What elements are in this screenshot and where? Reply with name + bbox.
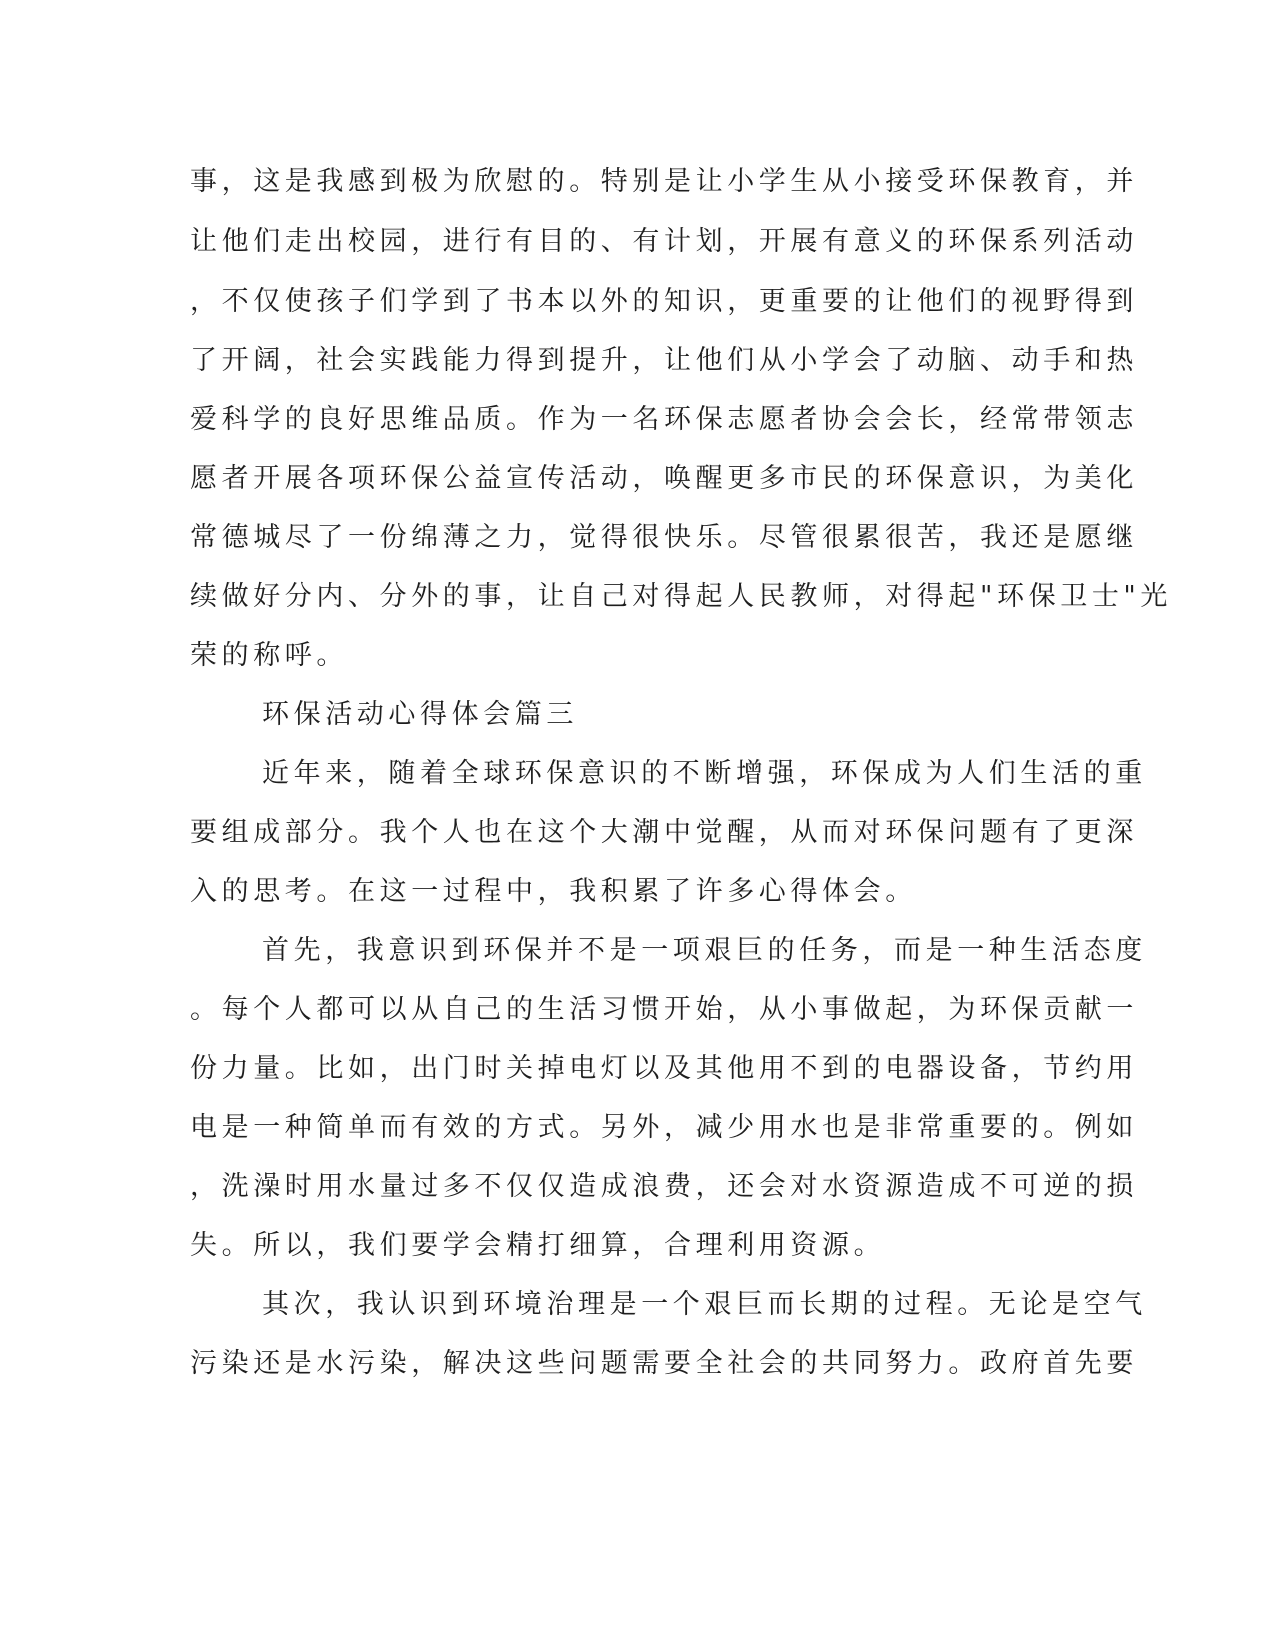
text-line: 事，这是我感到极为欣慰的。特别是让小学生从小接受环保教育，并 (190, 166, 1138, 197)
text-line: 污染还是水污染，解决这些问题需要全社会的共同努力。政府首先要 (190, 1348, 1138, 1379)
text-line: 首先，我意识到环保并不是一项艰巨的任务，而是一种生活态度 (262, 935, 1147, 966)
text-line: ，不仅使孩子们学到了书本以外的知识，更重要的让他们的视野得到 (190, 286, 1138, 317)
text-line: 了开阔，社会实践能力得到提升，让他们从小学会了动脑、动手和热 (190, 345, 1138, 376)
text-line: 要组成部分。我个人也在这个大潮中觉醒，从而对环保问题有了更深 (190, 817, 1138, 848)
section-heading: 环保活动心得体会篇三 (262, 699, 578, 730)
text-line: 电是一种简单而有效的方式。另外，减少用水也是非常重要的。例如 (190, 1112, 1138, 1143)
text-line: 。每个人都可以从自己的生活习惯开始，从小事做起，为环保贡献一 (190, 994, 1138, 1025)
text-line: 失。所以，我们要学会精打细算，合理利用资源。 (190, 1230, 886, 1261)
text-line: 近年来，随着全球环保意识的不断增强，环保成为人们生活的重 (262, 758, 1147, 789)
text-line: 爱科学的良好思维品质。作为一名环保志愿者协会会长，经常带领志 (190, 404, 1138, 435)
text-line: 续做好分内、分外的事，让自己对得起人民教师，对得起"环保卫士"光 (190, 581, 1173, 612)
text-line: 份力量。比如，出门时关掉电灯以及其他用不到的电器设备，节约用 (190, 1053, 1138, 1084)
text-line: 常德城尽了一份绵薄之力，觉得很快乐。尽管很累很苦，我还是愿继 (190, 522, 1138, 553)
text-line: 荣的称呼。 (190, 640, 348, 671)
text-line: 愿者开展各项环保公益宣传活动，唤醒更多市民的环保意识，为美化 (190, 463, 1138, 494)
text-line: 入的思考。在这一过程中，我积累了许多心得体会。 (190, 876, 917, 907)
text-line: 让他们走出校园，进行有目的、有计划，开展有意义的环保系列活动 (190, 226, 1138, 257)
text-line: ，洗澡时用水量过多不仅仅造成浪费，还会对水资源造成不可逆的损 (190, 1171, 1138, 1202)
text-line: 其次，我认识到环境治理是一个艰巨而长期的过程。无论是空气 (262, 1289, 1147, 1320)
